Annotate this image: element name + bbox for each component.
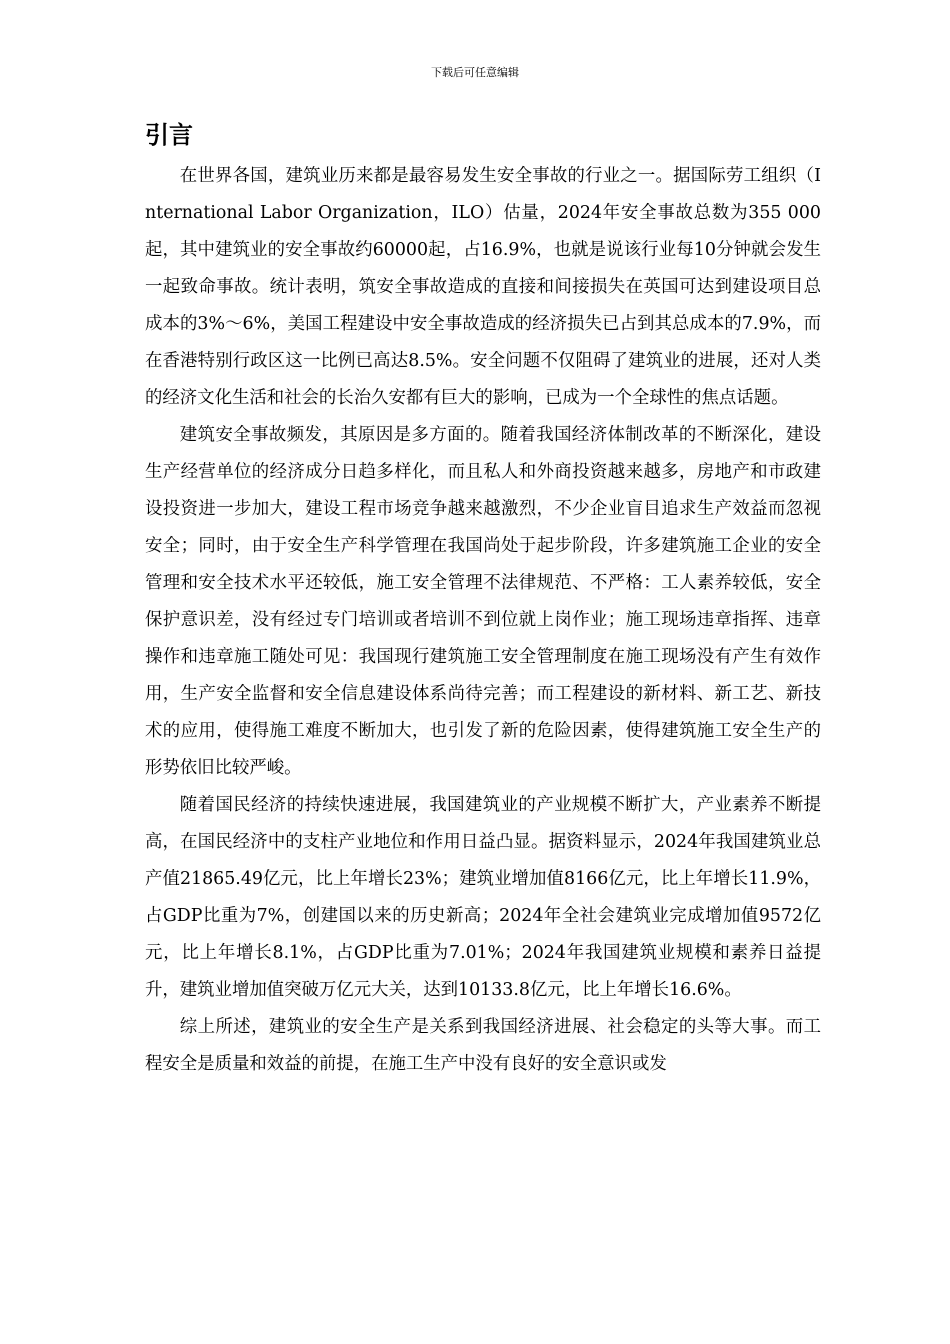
paragraph-3: 随着国民经济的持续快速进展，我国建筑业的产业规模不断扩大，产业素养不断提高，在国民经济中的支柱产业地位和作用日益凸显。据资料显示，2024年我国建筑业总产值21865.49亿元，比上年增长23%；建筑业增加值8166亿元，比上年增长11.9%，占GDP比重为7%，创建国以来的历史新高；2024年全社会建筑业完成增加值9572亿元，比上年增长8.1%，占GDP比重为7.01%；2024年我国建筑业规模和素养日益提升，建筑业增加值突破万亿元大关，达到10133.8亿元，比上年增长16.6%。: [145, 795, 821, 1000]
page-header: 下载后可任意编辑: [431, 66, 519, 79]
paragraph-4: 综上所述，建筑业的安全生产是关系到我国经济进展、社会稳定的头等大事。而工程安全是质量和效益的前提，在施工生产中没有良好的安全意识或发: [145, 1017, 821, 1074]
document-body: [145, 118, 821, 1083]
paragraph-2: 建筑安全事故频发，其原因是多方面的。随着我国经济体制改革的不断深化，建设生产经营单位的经济成分日趋多样化，而且私人和外商投资越来越多，房地产和市政建设投资进一步加大，建设工程市场竞争越来越激烈，不少企业盲目追求生产效益而忽视安全；同时，由于安全生产科学管理在我国尚处于起步阶段，许多建筑施工企业的安全管理和安全技术水平还较低，施工安全管理不法律规范、不严格：工人素养较低，安全保护意识差，没有经过专门培训或者培训不到位就上岗作业；施工现场违章指挥、违章操作和违章施工随处可见：我国现行建筑施工安全管理制度在施工现场没有产生有效作用，生产安全监督和安全信息建设体系尚待完善；而工程建设的新材料、新工艺、新技术的应用，使得施工难度不断加大，也引发了新的危险因素，使得建筑施工安全生产的形势依旧比较严峻。: [145, 425, 821, 778]
section-heading: 引言: [145, 121, 193, 149]
paragraph-1: 在世界各国，建筑业历来都是最容易发生安全事故的行业之一。据国际劳工组织（International Labor Organization，ILO）估量，2024年安全事故总数为355 000起，其中建筑业的安全事故约60000起，占16.9%，也就是说该行业每10分钟就会发生一起致命事故。统计表明，筑安全事故造成的直接和间接损失在英国可达到建设项目总成本的3%～6%，美国工程建设中安全事故造成的经济损失已占到其总成本的7.9%，而在香港特别行政区这一比例已高达8.5%。安全问题不仅阻碍了建筑业的进展，还对人类的经济文化生活和社会的长治久安都有巨大的影响，已成为一个全球性的焦点话题。: [145, 166, 821, 408]
